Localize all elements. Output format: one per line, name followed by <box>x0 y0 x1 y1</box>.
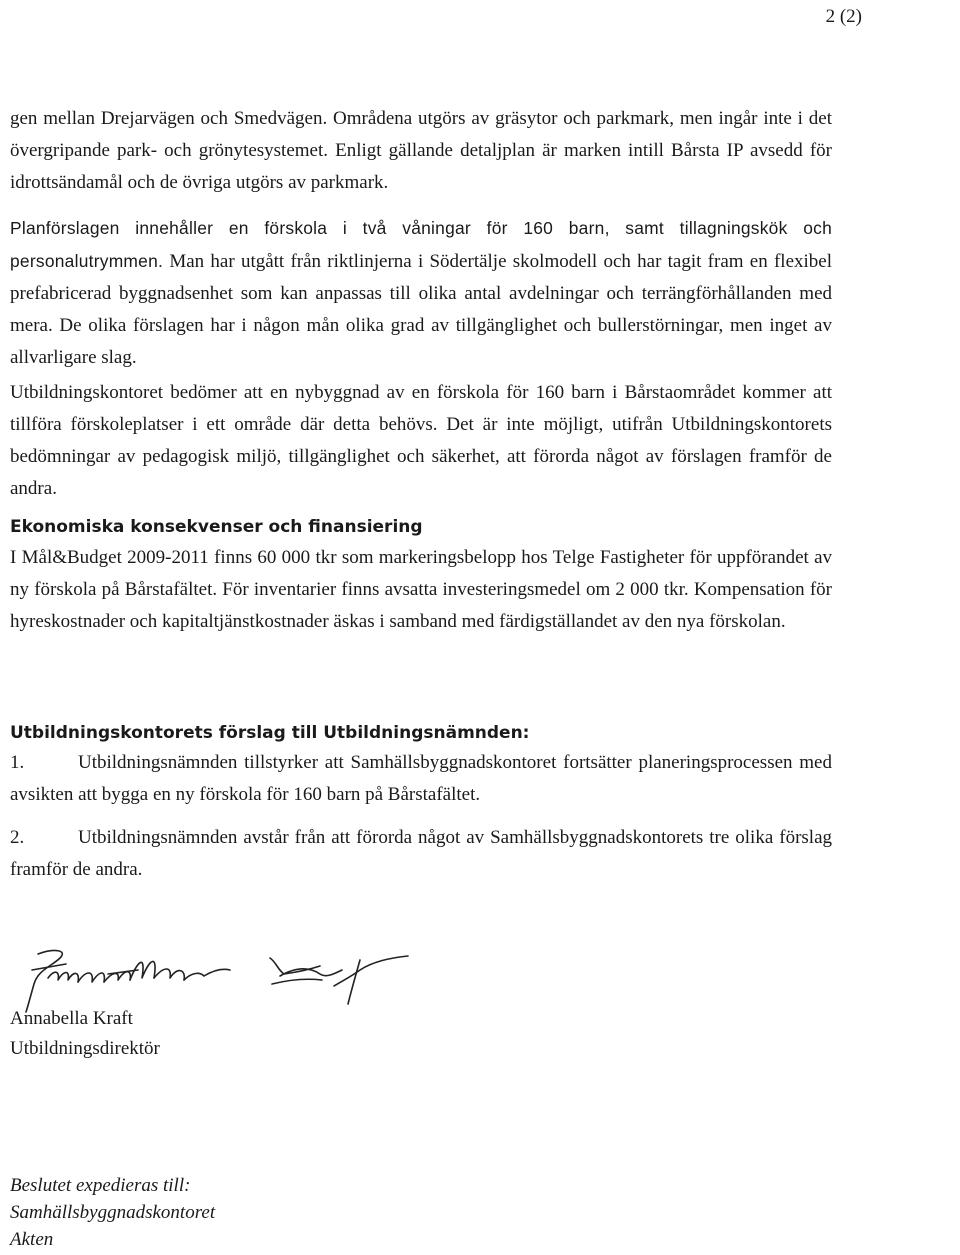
page-number: 2 (2) <box>825 6 862 27</box>
proposal-item-1 <box>10 747 832 811</box>
paragraph-plan-proposals <box>10 212 832 374</box>
signatory-title: Utbildningsdirektör <box>10 1038 160 1059</box>
distribution-recipient: Samhällsbyggnadskontoret <box>10 1202 216 1223</box>
proposal-number-2: 2. <box>10 827 25 848</box>
paragraph-area-description: gen mellan Drejarvägen och Smedvägen. Områdena utgörs av gräsytor och parkmark, men ingår inte i det övergripande park- och grönytesystemet. Enligt gällande detaljplan är marken intill Bårsta IP avsedd för idrottsändamål och de övriga utgörs av parkmark. <box>10 108 832 193</box>
distribution-label: Beslutet expedieras till: <box>10 1175 191 1196</box>
proposal-number-1: 1. <box>10 752 25 773</box>
paragraph-assessment: Utbildningskontoret bedömer att en nybyggnad av en förskola för 160 barn i Bårstaområdet kommer att tillföra förskoleplatser i ett område där detta behövs. Det är inte möjligt, utifrån Utbildningskontorets bedömningar av pedagogisk miljö, tillgänglighet och säkerhet, att förorda något av förslagen framför de andra. <box>10 382 832 499</box>
heading-proposal: Utbildningskontorets förslag till Utbildningsnämnden: <box>10 723 530 743</box>
distribution-list <box>10 1172 215 1253</box>
proposal-text-2: Utbildningsnämnden avstår från att förorda något av Samhällsbyggnadskontorets tre olika förslag framför de andra. <box>10 827 832 880</box>
distribution-recipient: Akten <box>10 1229 54 1250</box>
proposal-text-1: Utbildningsnämnden tillstyrker att Samhällsbyggnadskontoret fortsätter planeringsprocessen med avsikten att bygga en ny förskola för 160 barn på Bårstafältet. <box>10 752 832 805</box>
plan-proposals-serif-text: Man har utgått från riktlinjerna i Södertälje skolmodell och har tagit fram en flexibel prefabricerad byggnadsenhet som kan anpassas till olika antal avdelningar och terrängförhållanden med mera. De olika förslagen har i någon mån olika grad av tillgänglighet och bullerstörningar, men inget av allvarligare slag. <box>10 251 832 368</box>
plan-proposals-sans-text: Planförslagen innehåller en förskola i två våningar för 160 barn, samt tillagningskök och personalutrymmen. <box>10 218 832 271</box>
signatory-name: Annabella Kraft <box>10 1008 133 1029</box>
heading-economics: Ekonomiska konsekvenser och finansiering <box>10 517 423 537</box>
paragraph-budget: I Mål&Budget 2009-2011 finns 60 000 tkr som markeringsbelopp hos Telge Fastigheter för uppförandet av ny förskola på Bårstafältet. För inventarier finns avsatta investeringsmedel om 2 000 tkr. Kompensation för hyreskostnader och kapitaltjänstkostnader äskas i samband med färdigställandet av den nya förskolan. <box>10 547 832 632</box>
proposal-item-2 <box>10 822 832 886</box>
